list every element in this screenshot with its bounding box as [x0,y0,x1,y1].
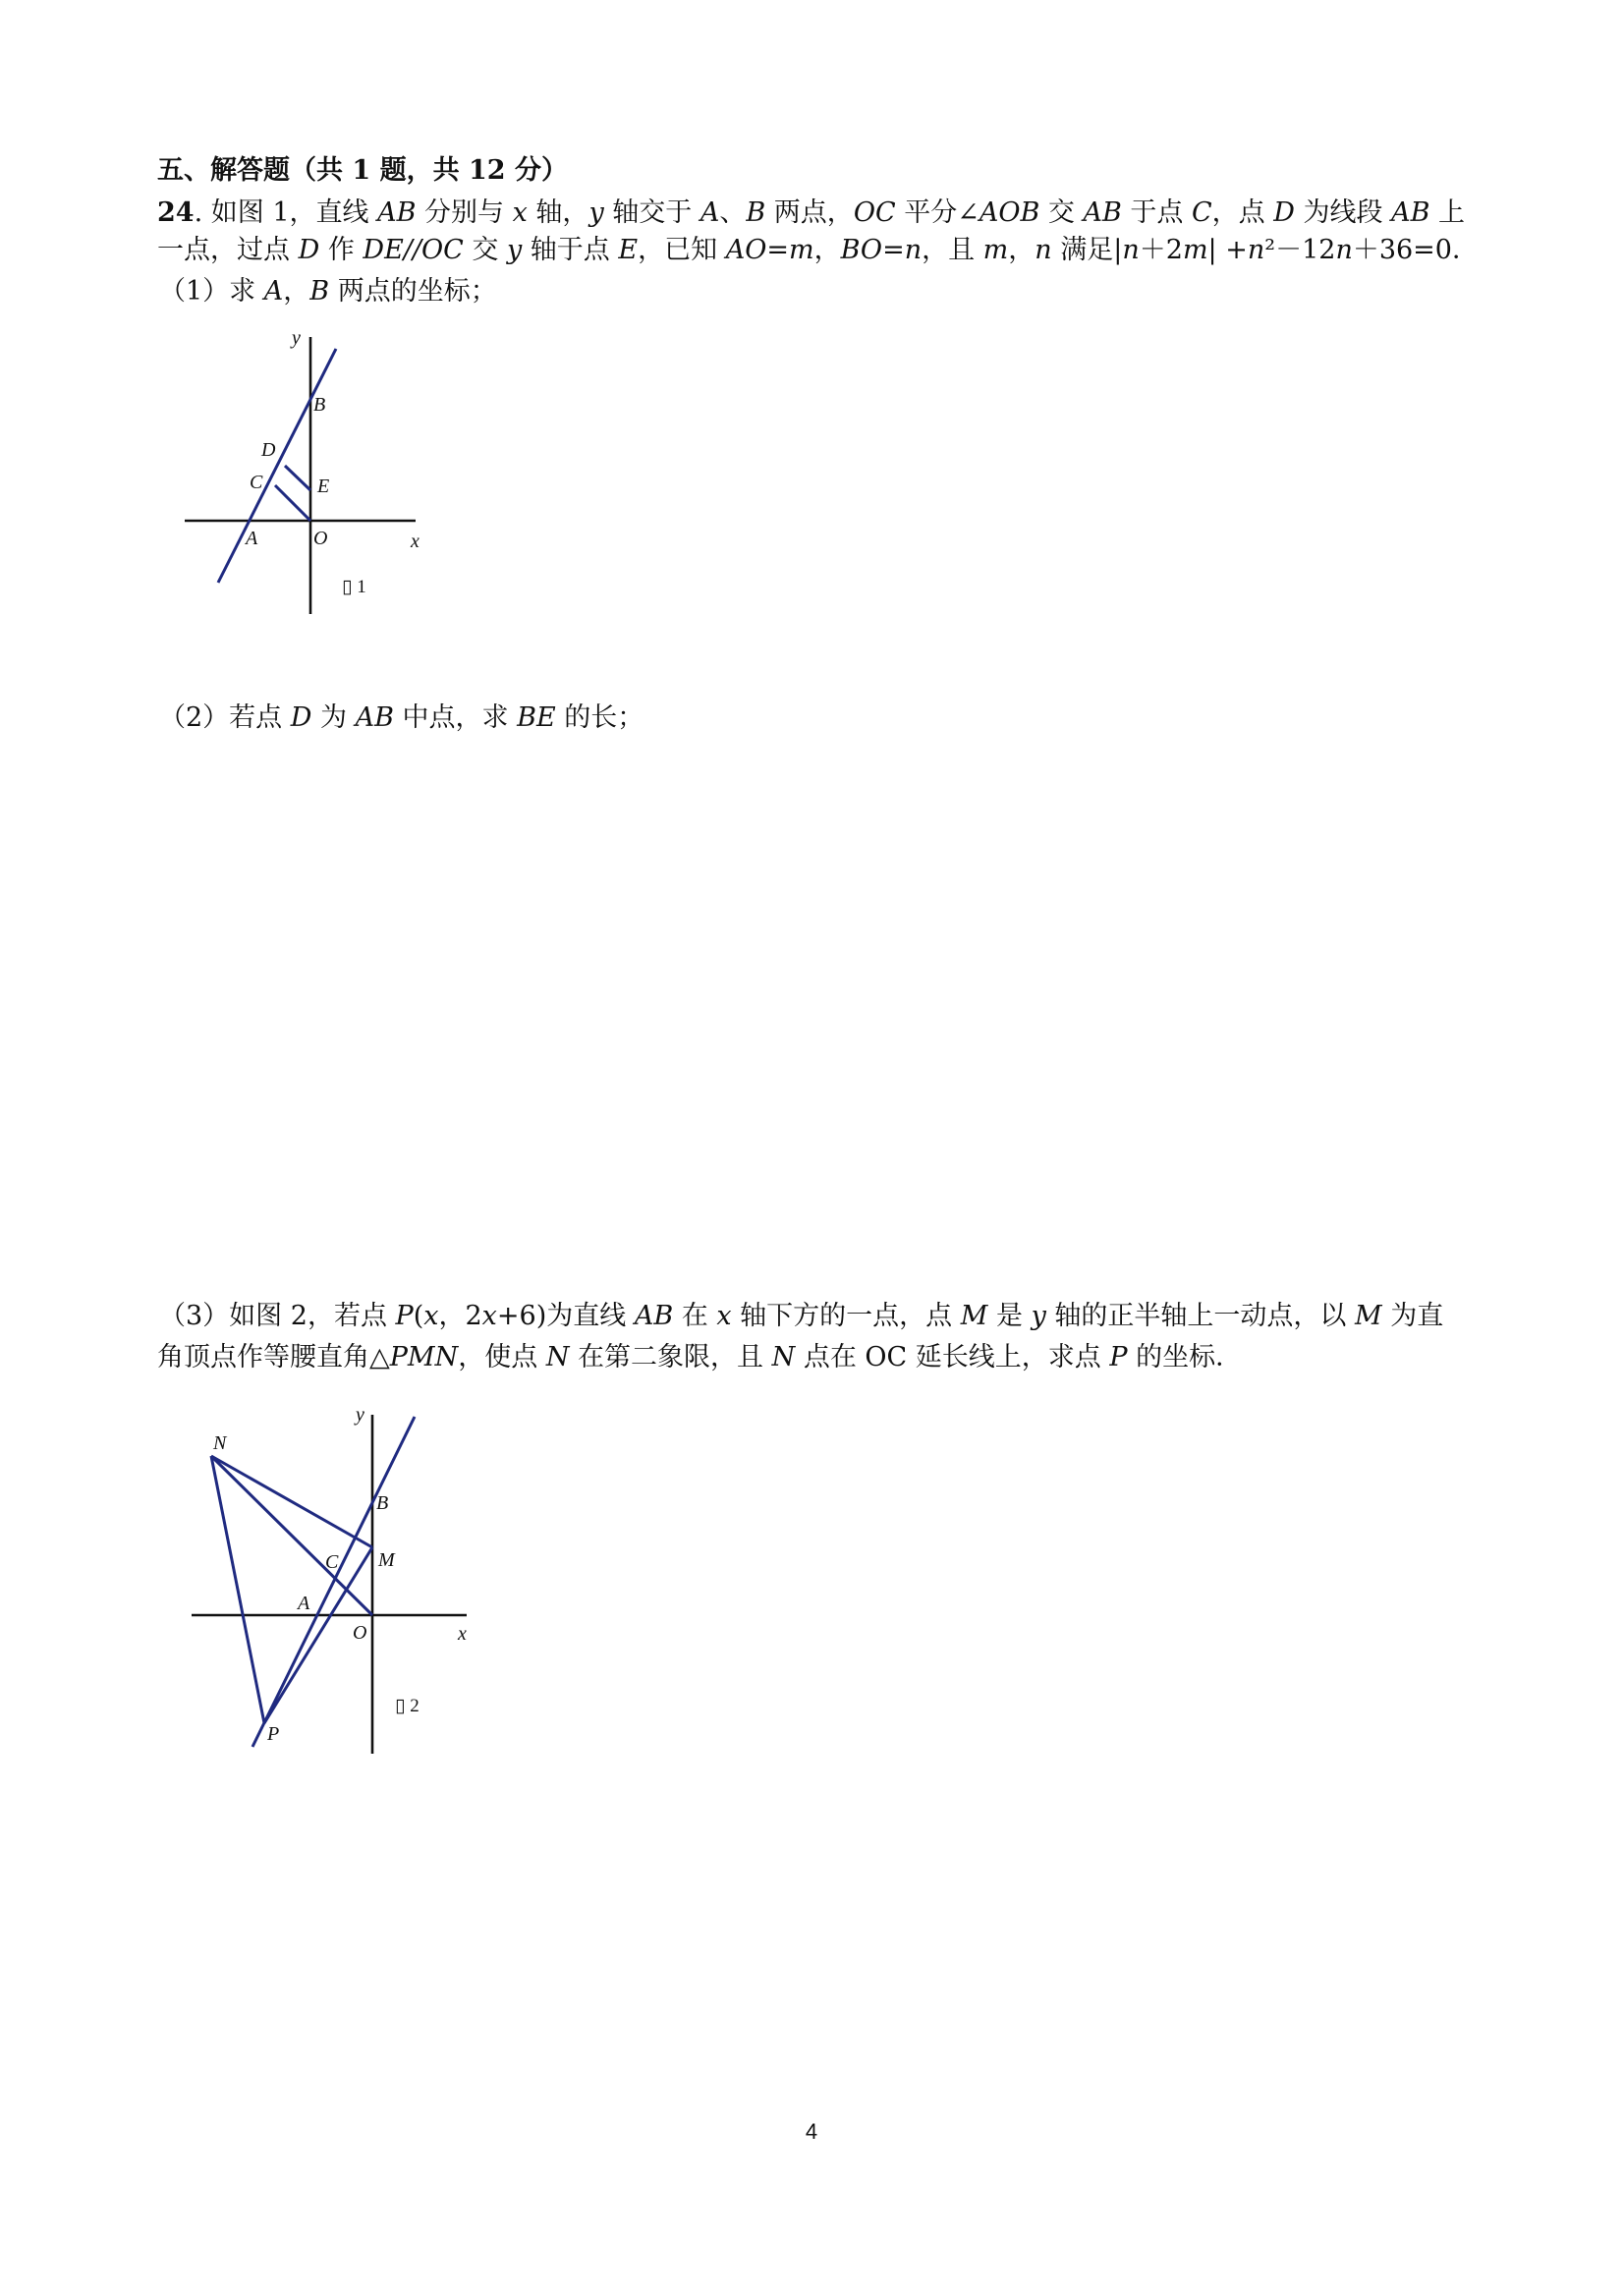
fig1-label-e: E [317,476,330,497]
text-run: AOB [979,197,1040,228]
text-run: 交 [463,235,507,265]
text-run: n [1247,235,1265,265]
problem-24-line-1 [157,196,1465,231]
text-run: 两点， [765,197,854,228]
text-run: AB [355,702,394,733]
text-run: 上 [1429,197,1466,228]
text-run: OC [420,235,464,265]
text-run: y [588,197,604,228]
text-run: x [481,1301,497,1331]
text-run: （2）若点 [159,702,291,733]
text-run: C [1192,197,1212,228]
fig1-label-x: x [411,531,420,552]
fig2-line-ab [252,1417,415,1747]
fig2-label-a: A [298,1593,310,1614]
text-run: 分别与 [416,197,513,228]
text-run: n [904,235,923,265]
sub-question-2 [159,700,644,736]
text-run: x [716,1301,732,1331]
text-run: y [1031,1301,1046,1331]
text-run: B [309,276,330,307]
text-run: ＋36=0． [1352,235,1479,265]
text-run: AB [634,1301,674,1331]
text-run: 的长； [555,702,644,733]
text-run: 轴， [527,197,589,228]
fig1-segment-oc [275,485,310,521]
text-run: DE [363,235,404,265]
fig2-label-n: N [213,1432,227,1454]
text-run: B [746,197,766,228]
text-run: 、 [719,197,747,228]
text-run: 角顶点作等腰直角△ [157,1342,390,1372]
text-run: D [298,235,320,265]
text-run: A [263,276,284,307]
text-run: AB [377,197,417,228]
text-run: 于点 [1121,197,1192,228]
text-run: ²－12 [1264,235,1336,265]
fig2-segment-no [211,1456,372,1615]
text-run: ，使点 [458,1342,546,1372]
text-run: 轴的正半轴上一动点，以 [1045,1301,1356,1331]
sub-question-3-line-2 [157,1340,1242,1375]
sub-question-1 [159,274,497,309]
text-run: PMN [389,1342,459,1372]
text-run: BE [517,702,556,733]
text-run: AO [725,235,767,265]
text-run: m [1182,235,1208,265]
text-run: 的坐标． [1127,1342,1243,1372]
fig1-segment-de [285,466,310,490]
text-run: 交 [1039,197,1084,228]
text-run: E [618,235,639,265]
text-run: D [1273,197,1295,228]
text-run: ，点 [1211,197,1274,228]
fig2-label-b: B [376,1492,389,1514]
text-run: ( [413,1301,424,1331]
fig2-label-p: P [267,1723,280,1745]
text-run: . 如图 1，直线 [194,197,378,228]
text-run: 为 [311,702,356,733]
figure-1-diagram [167,319,442,614]
text-run: 在 [673,1301,717,1331]
section-heading: 五、解答题（共 1 题，共 12 分） [157,155,568,186]
text-run: m [982,235,1009,265]
problem-number: 24 [157,197,195,228]
figure-2-diagram [177,1395,491,1759]
sub-question-3-line-1 [159,1299,1443,1334]
text-run: 轴下方的一点，点 [731,1301,961,1331]
text-run: 满足| [1051,235,1123,265]
fig1-label-d: D [261,439,276,461]
text-run: P [395,1301,414,1331]
text-run: 轴交于 [603,197,700,228]
text-run: ， [813,235,841,265]
text-run: ，已知 [638,235,726,265]
text-run: 作 [319,235,364,265]
text-run: （3）如图 2，若点 [159,1301,396,1331]
fig1-label-b: B [313,394,326,416]
text-run: = [766,235,789,265]
text-run: N [771,1342,796,1372]
problem-24-line-2 [157,233,1479,268]
text-run: 在第二象限，且 [569,1342,772,1372]
text-run: ，2 [438,1301,482,1331]
text-run: P [1109,1342,1128,1372]
page-number: 4 [805,2119,818,2144]
text-run: 为线段 [1294,197,1392,228]
text-run: 点在 OC 延长线上，求点 [795,1342,1110,1372]
text-run: +6)为直线 [496,1301,635,1331]
text-run: 两点的坐标； [329,276,497,307]
text-run: 是 [987,1301,1032,1331]
fig1-label-y: y [292,327,301,349]
text-run: y [506,235,523,265]
fig2-segment-pn [211,1456,264,1723]
text-run: x [423,1301,439,1331]
fig2-label-m: M [378,1549,395,1571]
fig1-label-a: A [246,528,258,549]
text-run: BO [840,235,883,265]
text-run: n [1035,235,1052,265]
text-run: OC [853,197,896,228]
text-run: 平分∠ [895,197,979,228]
text-run: N [545,1342,570,1372]
fig1-label-o: O [313,528,328,549]
text-run: ， [283,276,310,307]
fig2-label-y: y [356,1404,364,1426]
text-run: n [1122,235,1140,265]
text-run: （1）求 [159,276,264,307]
text-run: ＋2 [1139,235,1183,265]
text-run: = [882,235,905,265]
text-run: n [1335,235,1353,265]
text-run: AB [1391,197,1430,228]
text-run: M [1355,1301,1382,1331]
text-run: M [960,1301,988,1331]
fig2-label-o: O [353,1622,367,1644]
text-run: 轴于点 [522,235,619,265]
fig2-label-c: C [325,1551,339,1573]
text-run: ，且 [922,235,983,265]
fig1-label-c: C [250,472,263,493]
text-run: m [788,235,814,265]
text-run: 为直 [1381,1301,1444,1331]
text-run: AB [1083,197,1122,228]
text-run: 一点，过点 [157,235,299,265]
text-run: | + [1207,235,1248,265]
text-run: // [403,235,421,265]
fig1-caption: ▯ 1 [342,577,366,597]
text-run: ， [1008,235,1035,265]
fig2-caption: ▯ 2 [395,1696,420,1716]
text-run: D [290,702,312,733]
fig2-label-x: x [458,1623,467,1645]
text-run: 中点，求 [393,702,518,733]
text-run: x [512,197,528,228]
text-run: A [700,197,720,228]
